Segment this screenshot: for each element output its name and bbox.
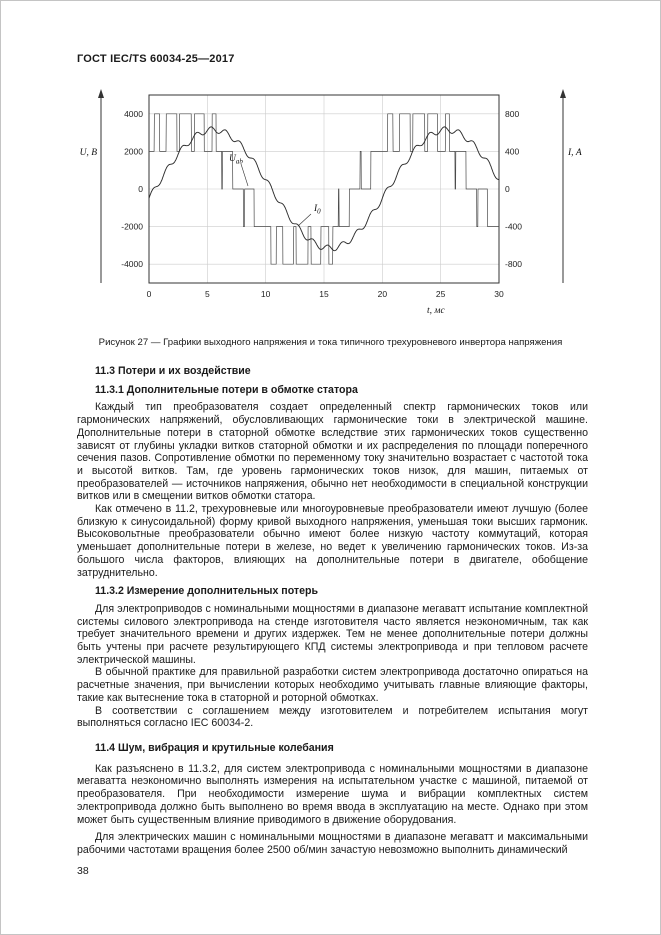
figure-caption: Рисунок 27 — Графики выходного напряжения и тока типичного трехуровневого инвертора напряжения — [98, 337, 563, 348]
left-axis-arrowhead — [98, 89, 104, 98]
paragraph: Каждый тип преобразователя создает определенный спектр гармонических токов или гармонических напряжений, обусловливающих гармонические токи в электрической машине. Дополнительные потери в статорной обмотке вследствие этих гармонических токов существенно зависят от глубины укладки витков статорной обмотки и их распределения по площади поперечного сечения пазов. Сопротивление обмотки по переменному току значительно возрастает с частотой тока и высотой витков. Там, где уровень гармонических токов низок, для машин, питаемых от преобразователей — источников напряжения, обычно нет необходимости в специальной конструкции витков или в смещении витков обмотки статора. — [77, 401, 588, 503]
right-axis-arrowhead — [560, 89, 566, 98]
paragraph: Как разъяснено в 11.3.2, для систем электропривода с номинальными мощностями в диапазоне мегаватта неэкономично выполнять измерения на испытательном участке с машиной, питаемой от преобразователя. При необходимости измерение шума и вибрации комплектных систем электропривода должно быть выполнено во время ввода в эксплуатацию на месте. Однако при этом может быть существенным влияние приводимого в движение оборудования. — [77, 762, 588, 826]
heading-11-4: 11.4 Шум, вибрация и крутильные колебания — [95, 741, 334, 754]
svg-text:-4000: -4000 — [120, 259, 143, 270]
svg-text:-2000: -2000 — [120, 221, 143, 232]
current-label-leader — [298, 214, 311, 226]
voltage-label-subscript: ab — [235, 157, 243, 166]
current-label-symbol: I — [313, 204, 317, 214]
heading-11-3: 11.3 Потери и их воздействие — [95, 365, 251, 377]
paragraph: Для электроприводов с номинальными мощностями в диапазоне мегаватт испытание комплектной системы силового электропривода на стенде изготовителя часто является неэкономичным, так как требует значительного времени и других издержек. Тем не менее дополнительные потери должны быть учтены при расчете результирующего КПД системы электропривода и при тепловом расчете электрической машины. — [77, 602, 588, 666]
svg-text:25: 25 — [435, 289, 445, 299]
paragraph: Для электрических машин с номинальными мощностями в диапазоне мегаватт и максимальными рабочими частотами вращения более 2500 об/мин зачастую невозможно выполнить динамический — [77, 831, 588, 856]
waveform-chart — [71, 87, 591, 319]
svg-text:10: 10 — [260, 289, 270, 299]
current-curve-label — [313, 204, 321, 216]
svg-text:-400: -400 — [504, 221, 522, 232]
left-axis-label: U, В — [79, 148, 97, 158]
document-body — [77, 359, 588, 857]
svg-text:20: 20 — [377, 289, 387, 299]
heading-11-3-1: 11.3.1 Дополнительные потери в обмотке статора — [95, 383, 358, 396]
svg-text:0: 0 — [504, 184, 510, 194]
current-label-subscript: 0 — [316, 207, 321, 216]
svg-text:0: 0 — [146, 289, 151, 299]
right-axis-label: I, А — [567, 148, 582, 158]
document-header: ГОСТ IEC/TS 60034-25—2017 — [77, 53, 235, 65]
svg-text:2000: 2000 — [123, 146, 143, 157]
svg-text:4000: 4000 — [123, 108, 143, 119]
svg-text:30: 30 — [493, 289, 504, 299]
voltage-curve-label — [229, 154, 243, 166]
heading-11-3-2: 11.3.2 Измерение дополнительных потерь — [95, 585, 318, 598]
paragraph: Как отмечено в 11.2, трехуровневые или многоуровневые преобразователи имеют лучшую (более близкую к синусоидальной) форму кривой выходного напряжения, уменьшая токи высших гармоник. Высоковольтные преобразователи обычно имеют более низкую частоту коммутаций, которая уменьшает дополнительные потери в железе, но ведет к увеличению гармонических токов. Из-за большого числа факторов, влияющих на дополнительные потери в двигателе, обобщение затруднительно. — [77, 503, 588, 579]
svg-text:5: 5 — [204, 289, 210, 299]
svg-text:15: 15 — [318, 289, 329, 299]
paragraph: В соответствии с соглашением между изготовителем и потребителем испытания могут выполняться согласно IEC 60034-2. — [77, 704, 588, 730]
svg-text:400: 400 — [504, 146, 519, 157]
x-axis-label: t, мс — [426, 306, 445, 316]
svg-text:800: 800 — [504, 108, 519, 119]
svg-text:0: 0 — [137, 184, 143, 194]
figure-27 — [1, 87, 660, 319]
voltage-label-leader — [241, 164, 248, 186]
voltage-label-symbol: U — [228, 154, 236, 164]
page-number: 38 — [77, 865, 89, 877]
svg-text:-800: -800 — [504, 259, 522, 270]
chart-plot-layer — [121, 95, 522, 299]
paragraph: В обычной практике для правильной разработки систем электропривода достаточно опираться на расчетные значения, при вычислении которых необходимо учитывать главные влияющие факторы, такие как вытеснение тока в статорной и роторной обмотках. — [77, 666, 588, 704]
